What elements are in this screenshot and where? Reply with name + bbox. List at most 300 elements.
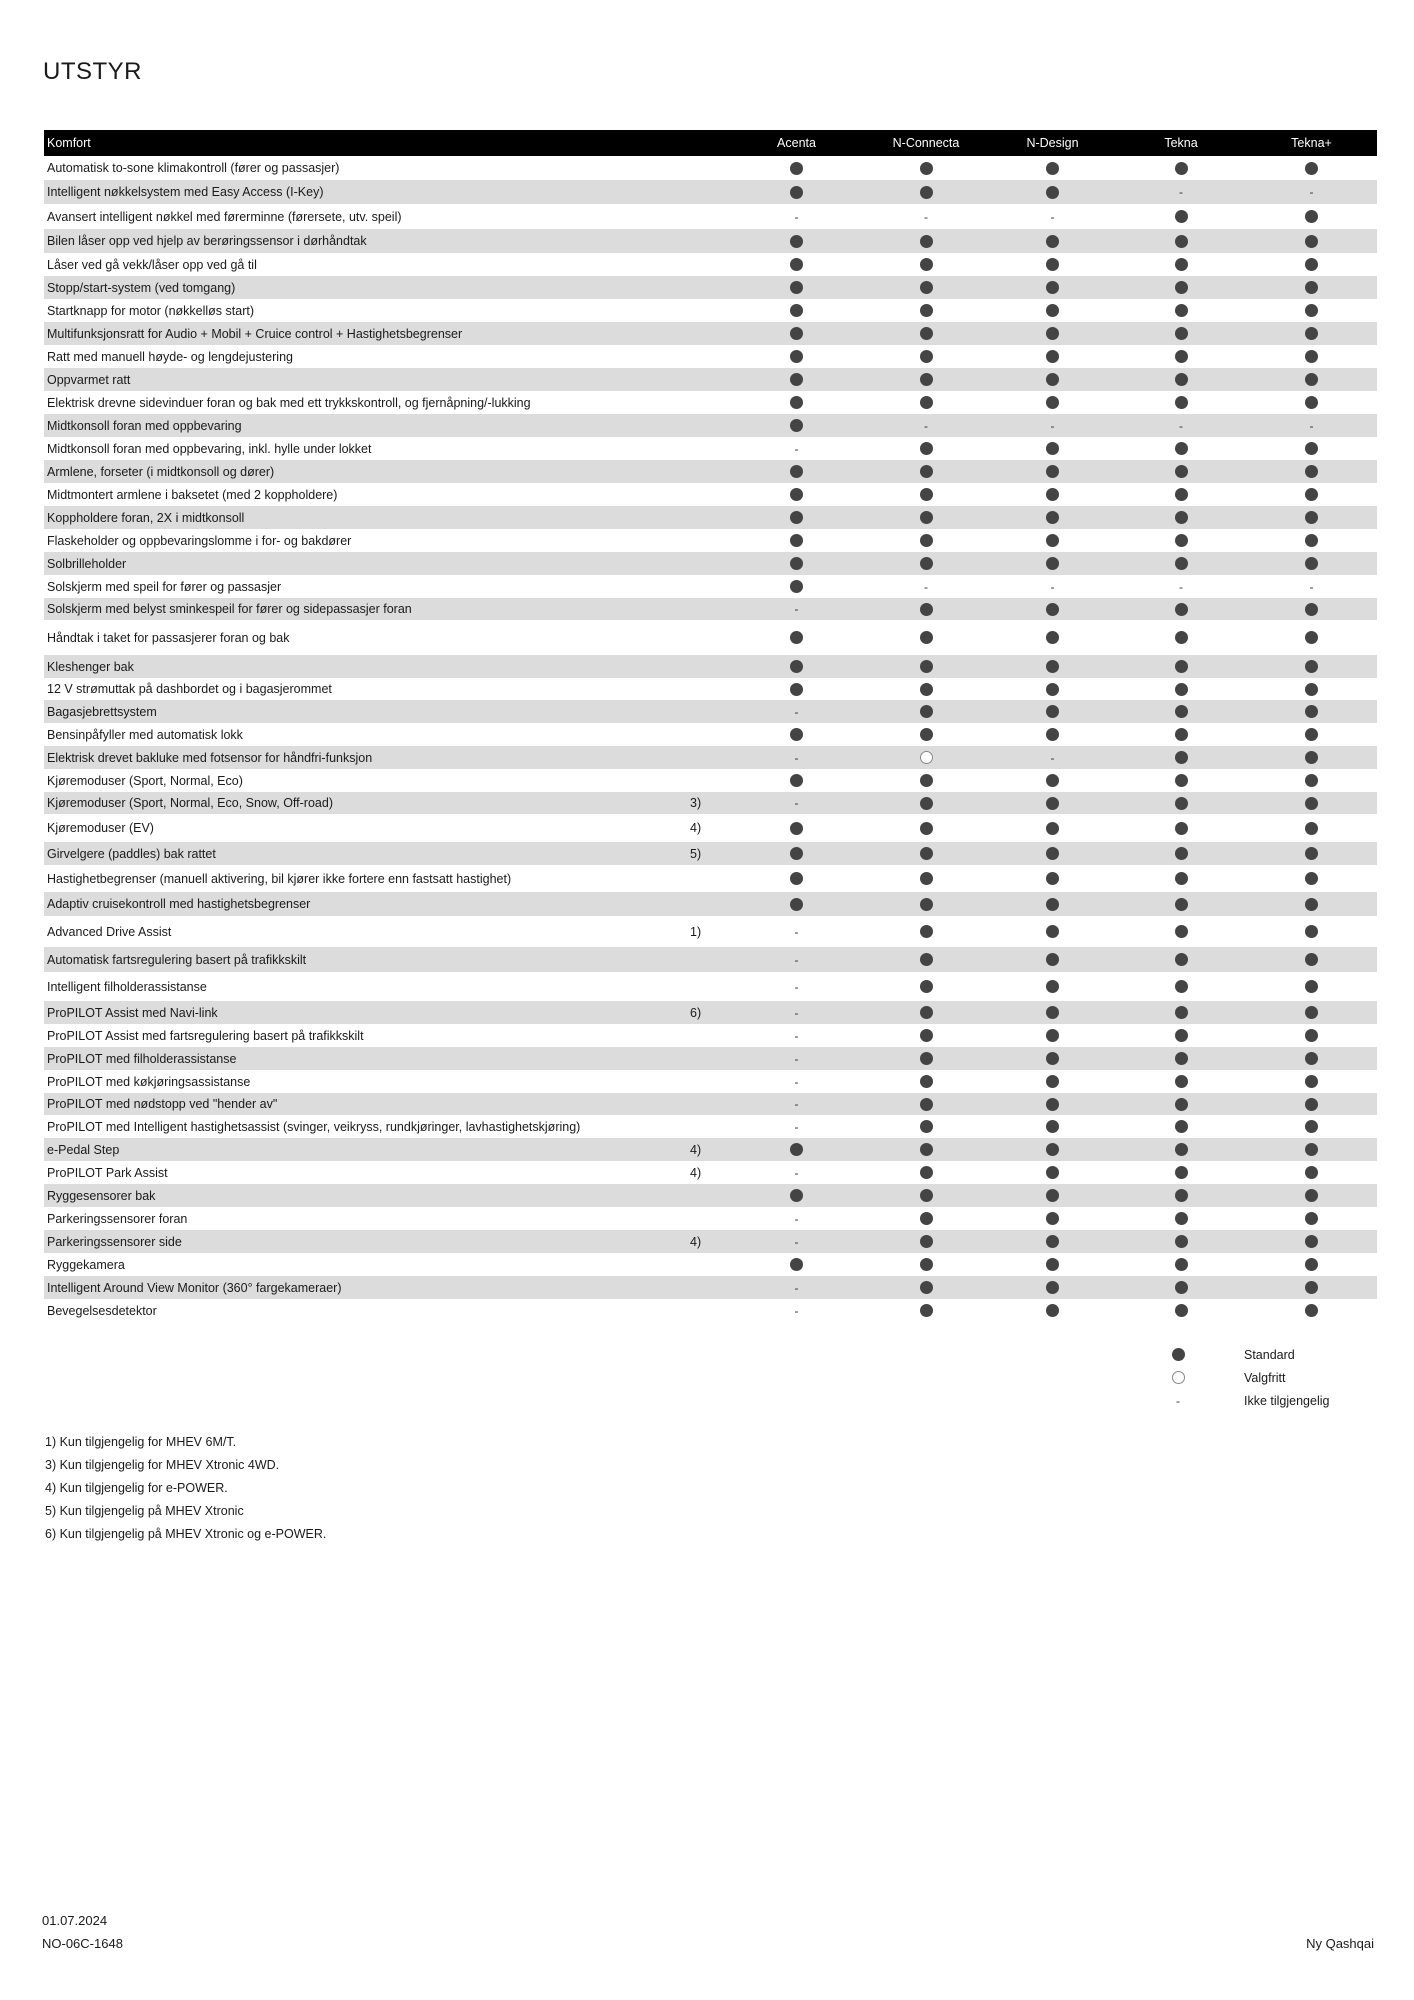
standard-dot-icon bbox=[920, 660, 933, 673]
availability-cell bbox=[1116, 1189, 1246, 1202]
standard-dot-icon bbox=[1175, 1304, 1188, 1317]
standard-dot-icon bbox=[1046, 1212, 1059, 1225]
availability-cell bbox=[730, 898, 863, 911]
feature-label: e-Pedal Step bbox=[47, 1142, 120, 1157]
availability-cell bbox=[730, 373, 863, 386]
feature-note: 4) bbox=[690, 821, 702, 835]
standard-dot-icon bbox=[1175, 953, 1188, 966]
availability-cell bbox=[730, 1167, 863, 1179]
standard-dot-icon bbox=[1046, 1143, 1059, 1156]
feature-label: ProPILOT med Intelligent hastighetsassist (svinger, veikryss, rundkjøringer, lavhastighetskjøring) bbox=[47, 1119, 581, 1134]
standard-dot-icon bbox=[790, 631, 803, 644]
unavailable-dash-icon: - bbox=[794, 209, 799, 224]
availability-cell bbox=[1116, 210, 1246, 223]
standard-dot-icon bbox=[1305, 1189, 1318, 1202]
availability-cell bbox=[863, 488, 989, 501]
availability-cell bbox=[1116, 1052, 1246, 1065]
availability-cell bbox=[1246, 872, 1377, 885]
standard-dot-icon bbox=[1305, 1075, 1318, 1088]
table-row bbox=[44, 814, 1377, 842]
availability-cell bbox=[1116, 1304, 1246, 1317]
standard-dot-icon bbox=[1305, 872, 1318, 885]
table-row bbox=[44, 391, 1377, 414]
standard-dot-icon bbox=[920, 1212, 933, 1225]
standard-dot-icon bbox=[920, 898, 933, 911]
availability-cell bbox=[1116, 603, 1246, 616]
availability-cell bbox=[1246, 603, 1377, 616]
standard-dot-icon bbox=[1046, 1235, 1059, 1248]
standard-dot-icon bbox=[790, 304, 803, 317]
availability-cell bbox=[1246, 1281, 1377, 1294]
feature-label: Flaskeholder og oppbevaringslomme i for- og bakdører bbox=[47, 533, 352, 548]
availability-cell bbox=[989, 534, 1116, 547]
availability-cell bbox=[989, 442, 1116, 455]
availability-cell bbox=[1116, 872, 1246, 885]
standard-dot-icon bbox=[1046, 534, 1059, 547]
availability-cell bbox=[730, 683, 863, 696]
availability-cell bbox=[989, 581, 1116, 593]
availability-cell bbox=[1116, 327, 1246, 340]
availability-cell bbox=[1116, 822, 1246, 835]
availability-cell bbox=[863, 822, 989, 835]
availability-cell bbox=[989, 373, 1116, 386]
availability-cell bbox=[1246, 925, 1377, 938]
standard-dot-icon bbox=[1046, 774, 1059, 787]
standard-dot-icon bbox=[920, 511, 933, 524]
standard-dot-icon bbox=[1305, 1120, 1318, 1133]
legend-item bbox=[1160, 1389, 1329, 1412]
availability-cell bbox=[1116, 258, 1246, 271]
standard-dot-icon bbox=[790, 281, 803, 294]
availability-cell bbox=[863, 1029, 989, 1042]
availability-cell bbox=[989, 603, 1116, 616]
standard-dot-icon bbox=[920, 847, 933, 860]
availability-cell bbox=[989, 1075, 1116, 1088]
availability-cell bbox=[863, 603, 989, 616]
standard-dot-icon bbox=[1305, 660, 1318, 673]
standard-dot-icon bbox=[790, 235, 803, 248]
table-row bbox=[44, 598, 1377, 620]
standard-dot-icon bbox=[1175, 210, 1188, 223]
availability-cell bbox=[989, 752, 1116, 764]
standard-dot-icon bbox=[1175, 872, 1188, 885]
standard-dot-icon bbox=[1305, 1212, 1318, 1225]
standard-dot-icon bbox=[790, 327, 803, 340]
availability-cell bbox=[989, 705, 1116, 718]
availability-cell bbox=[730, 660, 863, 673]
table-row bbox=[44, 842, 1377, 865]
unavailable-dash-icon: - bbox=[1176, 1393, 1180, 1408]
standard-dot-icon bbox=[790, 186, 803, 199]
standard-dot-icon bbox=[920, 603, 933, 616]
standard-dot-icon bbox=[920, 186, 933, 199]
table-row bbox=[44, 437, 1377, 460]
availability-cell bbox=[1116, 1098, 1246, 1111]
standard-dot-icon bbox=[920, 980, 933, 993]
feature-label: Elektrisk drevet bakluke med fotsensor for håndfri-funksjon bbox=[47, 750, 373, 765]
unavailable-dash-icon: - bbox=[794, 602, 799, 616]
availability-cell bbox=[863, 797, 989, 810]
unavailable-dash-icon: - bbox=[1309, 185, 1314, 199]
optional-circle-icon bbox=[920, 751, 933, 764]
feature-label: Håndtak i taket for passasjerer foran og bak bbox=[47, 630, 290, 645]
standard-dot-icon bbox=[1046, 373, 1059, 386]
availability-cell bbox=[863, 953, 989, 966]
standard-dot-icon bbox=[1305, 774, 1318, 787]
availability-cell bbox=[730, 419, 863, 432]
availability-cell bbox=[863, 660, 989, 673]
availability-cell bbox=[730, 774, 863, 787]
standard-dot-icon bbox=[790, 774, 803, 787]
standard-dot-icon bbox=[920, 1120, 933, 1133]
feature-label: Oppvarmet ratt bbox=[47, 372, 131, 387]
table-row bbox=[44, 1001, 1377, 1024]
standard-dot-icon bbox=[1175, 631, 1188, 644]
standard-dot-icon bbox=[1175, 774, 1188, 787]
availability-cell bbox=[1246, 162, 1377, 175]
standard-dot-icon bbox=[920, 534, 933, 547]
standard-dot-icon bbox=[790, 534, 803, 547]
availability-cell bbox=[1116, 953, 1246, 966]
table-row bbox=[44, 1276, 1377, 1299]
standard-dot-icon bbox=[920, 162, 933, 175]
availability-cell bbox=[1246, 420, 1377, 432]
availability-cell bbox=[1116, 774, 1246, 787]
standard-dot-icon bbox=[1046, 953, 1059, 966]
feature-label: Bensinpåfyller med automatisk lokk bbox=[47, 727, 243, 742]
availability-cell bbox=[730, 954, 863, 966]
standard-dot-icon bbox=[1175, 1212, 1188, 1225]
header-category-label: Komfort bbox=[47, 136, 91, 150]
feature-label: ProPILOT Assist med Navi-link bbox=[47, 1005, 218, 1020]
availability-cell bbox=[730, 488, 863, 501]
feature-label: Koppholdere foran, 2X i midtkonsoll bbox=[47, 510, 245, 525]
availability-cell bbox=[1246, 534, 1377, 547]
standard-dot-icon bbox=[1175, 327, 1188, 340]
availability-cell bbox=[730, 1053, 863, 1065]
table-row bbox=[44, 506, 1377, 529]
standard-dot-icon bbox=[1175, 1166, 1188, 1179]
feature-label: Solbrilleholder bbox=[47, 556, 127, 571]
standard-dot-icon bbox=[790, 258, 803, 271]
availability-cell bbox=[863, 327, 989, 340]
optional-circle-icon bbox=[1172, 1371, 1185, 1384]
feature-label: Kjøremoduser (Sport, Normal, Eco) bbox=[47, 773, 243, 788]
availability-cell bbox=[1246, 304, 1377, 317]
footnote: 3) Kun tilgjengelig for MHEV Xtronic 4WD. bbox=[45, 1458, 280, 1472]
table-row bbox=[44, 620, 1377, 655]
availability-cell bbox=[989, 557, 1116, 570]
standard-dot-icon bbox=[1175, 1189, 1188, 1202]
standard-dot-icon bbox=[920, 258, 933, 271]
availability-cell bbox=[863, 162, 989, 175]
availability-cell bbox=[1116, 186, 1246, 198]
table-row bbox=[44, 1024, 1377, 1047]
standard-dot-icon bbox=[1046, 281, 1059, 294]
standard-dot-icon bbox=[1305, 1052, 1318, 1065]
table-body bbox=[44, 156, 1377, 1322]
standard-dot-icon bbox=[1046, 235, 1059, 248]
standard-dot-icon bbox=[790, 162, 803, 175]
standard-dot-icon bbox=[1046, 1006, 1059, 1019]
availability-cell bbox=[989, 162, 1116, 175]
standard-dot-icon bbox=[920, 683, 933, 696]
availability-cell bbox=[1116, 511, 1246, 524]
availability-cell bbox=[1116, 488, 1246, 501]
availability-cell bbox=[863, 581, 989, 593]
standard-dot-icon bbox=[1046, 1052, 1059, 1065]
standard-dot-icon bbox=[1046, 1189, 1059, 1202]
availability-cell bbox=[989, 797, 1116, 810]
availability-cell bbox=[1116, 1006, 1246, 1019]
feature-label: Midtmontert armlene i baksetet (med 2 koppholdere) bbox=[47, 487, 338, 502]
standard-dot-icon bbox=[920, 235, 933, 248]
standard-dot-icon bbox=[1305, 488, 1318, 501]
availability-cell bbox=[730, 281, 863, 294]
availability-cell bbox=[863, 211, 989, 223]
standard-dot-icon bbox=[1046, 557, 1059, 570]
availability-cell bbox=[863, 1281, 989, 1294]
availability-cell bbox=[730, 304, 863, 317]
standard-dot-icon bbox=[920, 1304, 933, 1317]
feature-note: 3) bbox=[690, 796, 702, 810]
availability-cell bbox=[1246, 557, 1377, 570]
standard-dot-icon bbox=[920, 1075, 933, 1088]
standard-dot-icon bbox=[1046, 1166, 1059, 1179]
standard-dot-icon bbox=[790, 683, 803, 696]
standard-dot-icon bbox=[1175, 465, 1188, 478]
availability-cell bbox=[989, 1143, 1116, 1156]
availability-cell bbox=[1246, 728, 1377, 741]
availability-cell bbox=[1116, 683, 1246, 696]
feature-note: 4) bbox=[690, 1142, 702, 1157]
standard-dot-icon bbox=[920, 728, 933, 741]
standard-dot-icon bbox=[1046, 872, 1059, 885]
feature-label: Automatisk to-sone klimakontroll (fører og passasjer) bbox=[47, 161, 340, 175]
header-column: N-Design bbox=[1026, 136, 1079, 150]
availability-cell bbox=[730, 1236, 863, 1248]
availability-cell bbox=[1116, 396, 1246, 409]
availability-cell bbox=[1116, 925, 1246, 938]
availability-cell bbox=[863, 683, 989, 696]
availability-cell bbox=[1116, 1075, 1246, 1088]
standard-dot-icon bbox=[1305, 281, 1318, 294]
feature-label: Kleshenger bak bbox=[47, 659, 134, 674]
standard-dot-icon bbox=[1046, 442, 1059, 455]
standard-dot-icon bbox=[1305, 304, 1318, 317]
table-row bbox=[44, 322, 1377, 345]
legend-label: Ikke tilgjengelig bbox=[1244, 1393, 1330, 1408]
feature-label: Armlene, forseter (i midtkonsoll og dører) bbox=[47, 464, 275, 479]
standard-dot-icon bbox=[1305, 1281, 1318, 1294]
availability-cell bbox=[1246, 683, 1377, 696]
availability-cell bbox=[863, 847, 989, 860]
availability-cell bbox=[863, 1006, 989, 1019]
standard-dot-icon bbox=[1305, 603, 1318, 616]
availability-cell bbox=[863, 872, 989, 885]
availability-cell bbox=[1116, 751, 1246, 764]
standard-dot-icon bbox=[1175, 1281, 1188, 1294]
availability-cell bbox=[1246, 581, 1377, 593]
availability-cell bbox=[989, 1281, 1116, 1294]
feature-label: Avansert intelligent nøkkel med førerminne (førersete, utv. speil) bbox=[47, 209, 402, 224]
availability-cell bbox=[863, 1098, 989, 1111]
standard-dot-icon bbox=[920, 304, 933, 317]
availability-cell bbox=[730, 211, 863, 223]
unavailable-dash-icon: - bbox=[924, 579, 928, 594]
availability-cell bbox=[1116, 442, 1246, 455]
availability-cell bbox=[1246, 488, 1377, 501]
availability-cell bbox=[1246, 660, 1377, 673]
availability-cell bbox=[863, 235, 989, 248]
legend-item bbox=[1160, 1366, 1329, 1389]
availability-cell bbox=[989, 1006, 1116, 1019]
table-header bbox=[44, 130, 1377, 156]
standard-dot-icon bbox=[1305, 235, 1318, 248]
availability-cell bbox=[1116, 304, 1246, 317]
feature-label: 12 V strømuttak på dashbordet og i bagasjerommet bbox=[47, 682, 332, 696]
availability-cell bbox=[989, 465, 1116, 478]
standard-dot-icon bbox=[1175, 488, 1188, 501]
availability-cell bbox=[1116, 281, 1246, 294]
standard-dot-icon bbox=[1046, 898, 1059, 911]
unavailable-dash-icon: - bbox=[794, 1097, 799, 1111]
table-row bbox=[44, 483, 1377, 506]
feature-label: Hastighetbegrenser (manuell aktivering, bil kjører ikke fortere enn fastsatt hastighet) bbox=[47, 871, 512, 886]
standard-dot-icon bbox=[1305, 350, 1318, 363]
availability-cell bbox=[1116, 1235, 1246, 1248]
table-row bbox=[44, 276, 1377, 299]
standard-dot-icon bbox=[790, 488, 803, 501]
standard-dot-icon bbox=[1046, 1029, 1059, 1042]
standard-dot-icon bbox=[1305, 557, 1318, 570]
availability-cell bbox=[730, 557, 863, 570]
feature-label: Stopp/start-system (ved tomgang) bbox=[47, 280, 236, 295]
unavailable-dash-icon: - bbox=[794, 750, 799, 765]
unavailable-dash-icon: - bbox=[794, 924, 799, 939]
availability-cell bbox=[1246, 511, 1377, 524]
footer-code: NO-06C-1648 bbox=[42, 1936, 123, 1951]
availability-cell bbox=[730, 797, 863, 809]
table-row bbox=[44, 229, 1377, 253]
feature-label: Ratt med manuell høyde- og lengdejustering bbox=[47, 349, 293, 364]
feature-label: Advanced Drive Assist bbox=[47, 924, 172, 939]
feature-label: Intelligent nøkkelsystem med Easy Access (I-Key) bbox=[47, 185, 324, 199]
availability-cell bbox=[730, 1143, 863, 1156]
unavailable-dash-icon: - bbox=[1179, 579, 1183, 594]
standard-dot-icon bbox=[790, 373, 803, 386]
availability-cell bbox=[1246, 1052, 1377, 1065]
availability-cell bbox=[1116, 557, 1246, 570]
table-row bbox=[44, 1047, 1377, 1070]
availability-cell bbox=[730, 443, 863, 455]
standard-dot-icon bbox=[1305, 373, 1318, 386]
feature-label: ProPILOT med køkjøringsassistanse bbox=[47, 1074, 251, 1089]
standard-dot-icon bbox=[1175, 705, 1188, 718]
availability-cell bbox=[989, 980, 1116, 993]
feature-label: Girvelgere (paddles) bak rattet bbox=[47, 846, 216, 861]
table-row bbox=[44, 947, 1377, 972]
standard-dot-icon bbox=[920, 1235, 933, 1248]
availability-cell bbox=[863, 774, 989, 787]
standard-dot-icon bbox=[790, 728, 803, 741]
unavailable-dash-icon: - bbox=[924, 209, 928, 224]
availability-cell bbox=[863, 304, 989, 317]
availability-cell bbox=[1116, 1258, 1246, 1271]
standard-dot-icon bbox=[790, 419, 803, 432]
table-row bbox=[44, 1138, 1377, 1161]
standard-dot-icon bbox=[790, 847, 803, 860]
standard-dot-icon bbox=[1175, 1120, 1188, 1133]
table-row bbox=[44, 204, 1377, 229]
standard-dot-icon bbox=[1046, 396, 1059, 409]
standard-dot-icon bbox=[1175, 1235, 1188, 1248]
availability-cell bbox=[989, 420, 1116, 432]
availability-cell bbox=[989, 1235, 1116, 1248]
feature-label: Parkeringssensorer side bbox=[47, 1234, 182, 1249]
standard-dot-icon bbox=[790, 898, 803, 911]
availability-cell bbox=[1116, 350, 1246, 363]
standard-dot-icon bbox=[1175, 258, 1188, 271]
table-row bbox=[44, 414, 1377, 437]
standard-dot-icon bbox=[1305, 1006, 1318, 1019]
standard-dot-icon bbox=[1046, 728, 1059, 741]
equipment-table bbox=[44, 130, 1377, 1322]
availability-cell bbox=[730, 235, 863, 248]
availability-cell bbox=[730, 728, 863, 741]
standard-dot-icon bbox=[1175, 822, 1188, 835]
availability-cell bbox=[863, 631, 989, 644]
availability-cell bbox=[1116, 847, 1246, 860]
unavailable-dash-icon: - bbox=[1309, 579, 1314, 594]
availability-cell bbox=[1246, 705, 1377, 718]
feature-label: Ryggesensorer bak bbox=[47, 1188, 156, 1203]
standard-dot-icon bbox=[1046, 511, 1059, 524]
standard-dot-icon bbox=[1175, 925, 1188, 938]
availability-cell bbox=[1246, 1120, 1377, 1133]
table-row bbox=[44, 253, 1377, 276]
standard-dot-icon bbox=[920, 442, 933, 455]
feature-label: Kjøremoduser (EV) bbox=[47, 821, 154, 835]
availability-cell bbox=[989, 847, 1116, 860]
standard-dot-icon bbox=[920, 797, 933, 810]
table-row bbox=[44, 299, 1377, 322]
standard-dot-icon bbox=[1175, 1029, 1188, 1042]
availability-cell bbox=[1246, 1212, 1377, 1225]
availability-cell bbox=[863, 1189, 989, 1202]
table-row bbox=[44, 552, 1377, 575]
standard-dot-icon bbox=[1172, 1348, 1185, 1361]
availability-cell bbox=[1246, 1304, 1377, 1317]
availability-cell bbox=[989, 953, 1116, 966]
footnote: 6) Kun tilgjengelig på MHEV Xtronic og e-POWER. bbox=[45, 1527, 327, 1541]
availability-cell bbox=[1246, 822, 1377, 835]
standard-dot-icon bbox=[1305, 898, 1318, 911]
standard-dot-icon bbox=[1305, 797, 1318, 810]
standard-dot-icon bbox=[920, 327, 933, 340]
availability-cell bbox=[730, 534, 863, 547]
availability-cell bbox=[863, 373, 989, 386]
availability-cell bbox=[730, 1030, 863, 1042]
footnote: 5) Kun tilgjengelig på MHEV Xtronic bbox=[45, 1504, 244, 1518]
standard-dot-icon bbox=[1046, 1075, 1059, 1088]
availability-cell bbox=[989, 511, 1116, 524]
standard-dot-icon bbox=[1175, 511, 1188, 524]
standard-dot-icon bbox=[790, 557, 803, 570]
standard-dot-icon bbox=[1305, 442, 1318, 455]
availability-cell bbox=[989, 186, 1116, 199]
table-row bbox=[44, 156, 1377, 180]
